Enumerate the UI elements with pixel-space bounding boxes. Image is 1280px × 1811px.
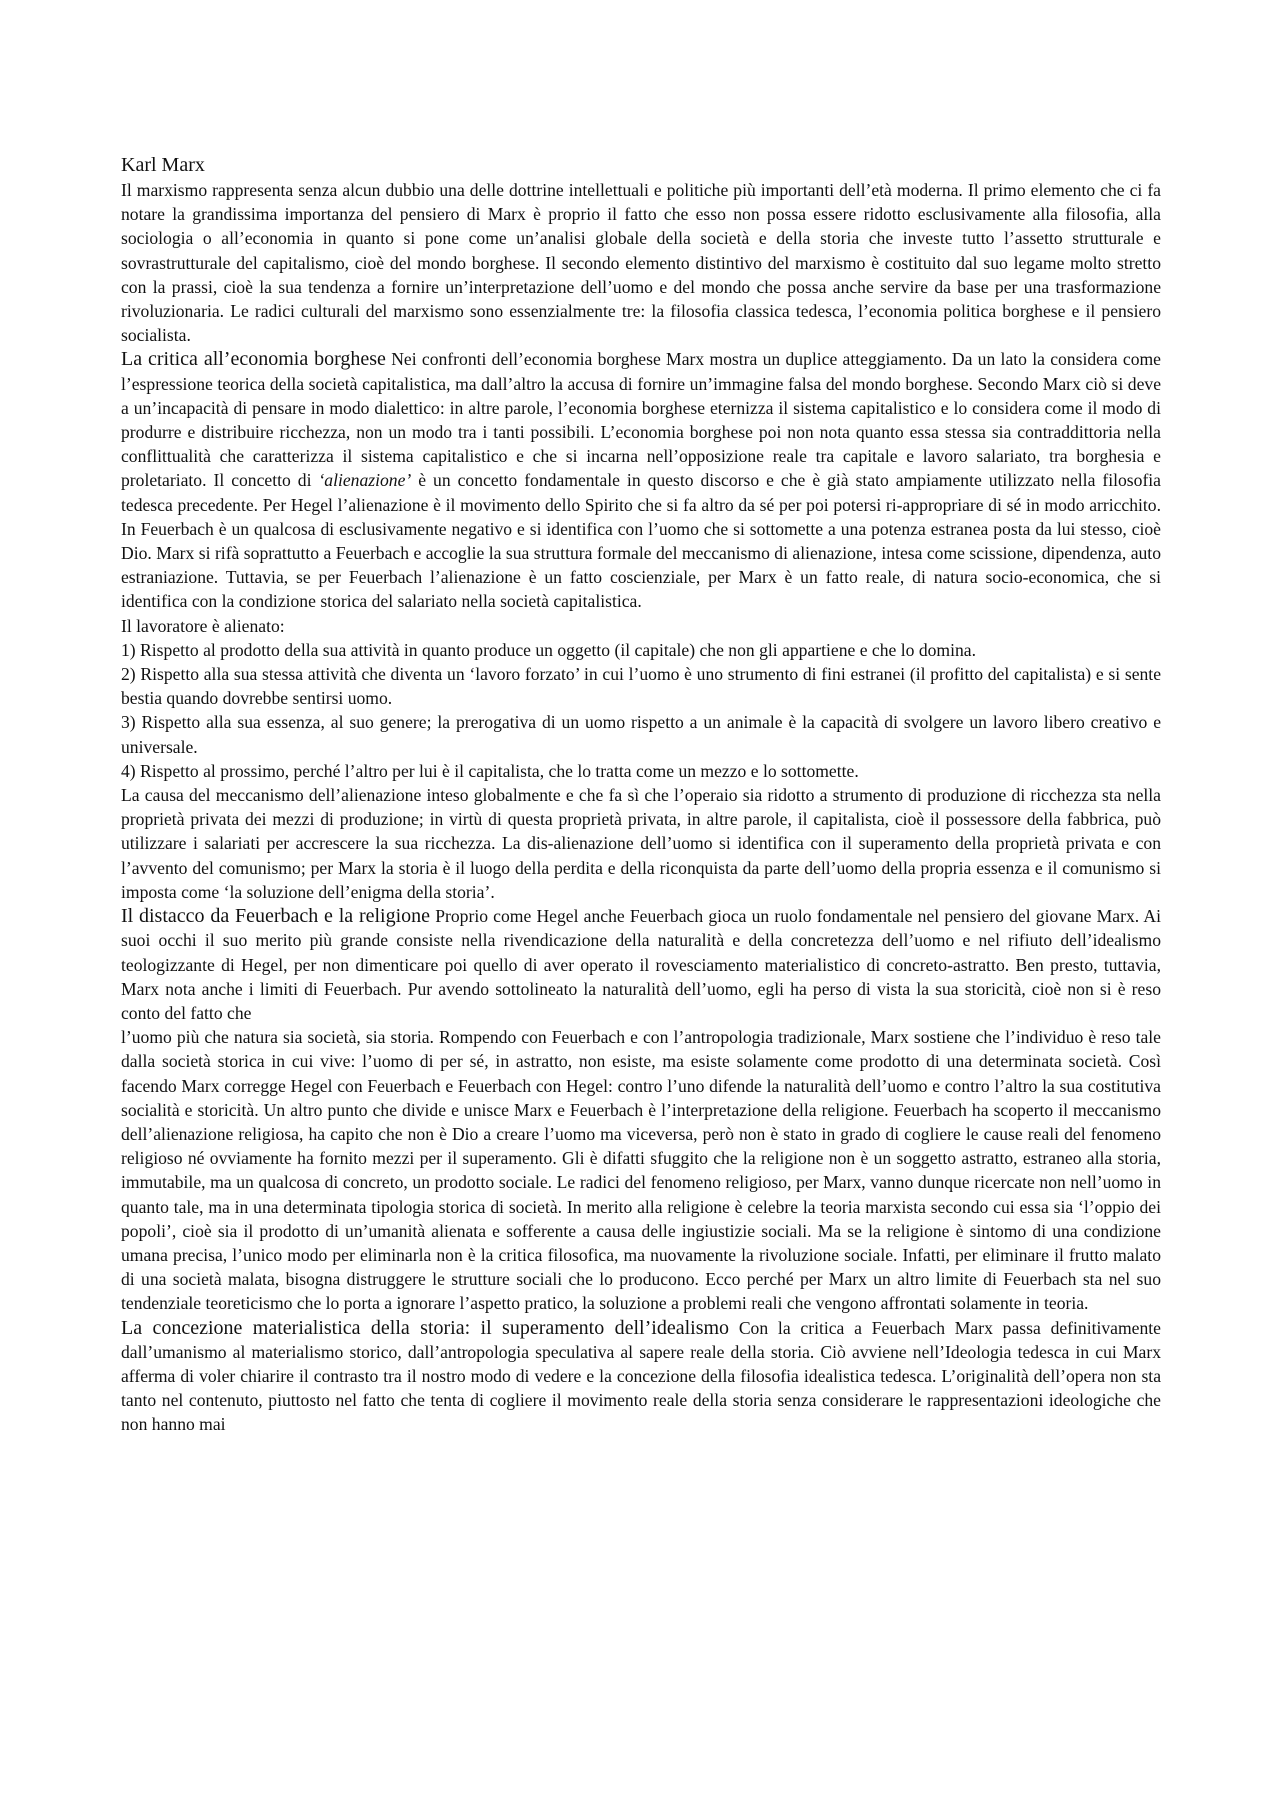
document-page: [121, 152, 1161, 1437]
intro-paragraph: Il marxismo rappresenta senza alcun dubbio una delle dottrine intellettuali e politiche più importanti dell’età moderna. Il primo elemento che ci fa notare la grandissima importanza del pensiero di Marx è proprio il fatto che esso non possa essere ridotto esclusivamente alla filosofia, alla sociologia o all’economia in quanto si pone come un’analisi globale della società e della storia che investe tutto l’assetto strutturale e sovrastrutturale del capitalismo, cioè del mondo borghese. Il secondo elemento distintivo del marxismo è costituito dal suo legame molto stretto con la prassi, cioè la sua tendenza a fornire un’interpretazione dell’uomo e del mondo che possa anche servire da base per una trasformazione rivoluzionaria. Le radici culturali del marxismo sono essenzialmente tre: la filosofia classica tedesca, l’economia politica borghese e il pensiero socialista.: [121, 180, 1161, 346]
section-heading-feuerbach: Il distacco da Feuerbach e la religione: [121, 905, 431, 928]
alienated-intro: Il lavoratore è alienato:: [121, 615, 285, 636]
alienated-item-3: 3) Rispetto alla sua essenza, al suo genere; la prerogativa di un uomo rispetto a un animale è la capacità di svolgere un lavoro libero creativo e universale.: [121, 712, 1161, 757]
section-economia-paragraph: [121, 347, 1161, 613]
section-heading-economia: La critica all’economia borghese: [121, 348, 386, 371]
cause-paragraph: La causa del meccanismo dell’alienazione inteso globalmente e che fa sì che l’operaio sia ridotto a strumento di produzione di ricchezza sta nella proprietà privata dei mezzi di produzione; in virtù di questa proprietà privata, in altre parole, il capitalista, cioè il possessore della fabbrica, può utilizzare i salariati per accrescere la sua ricchezza. La dis-alienazione dell’uomo si identifica con il superamento della proprietà privata e con l’avvento del comunismo; per Marx la storia è il luogo della perdita e della riconquista da parte dell’uomo della propria essenza e il comunismo si imposta come ‘la soluzione dell’enigma della storia’.: [121, 785, 1161, 902]
section-materialismo-text: Con la critica a Feuerbach Marx passa definitivamente dall’umanismo al materialismo storico, dall’antropologia speculativa al sapere reale della storia. Ciò avviene nell’Ideologia tedesca in cui Marx afferma di voler chiarire il contrasto tra il nostro modo di vedere e la concezione della filosofia idealistica tedesca. L’originalità dell’opera non sta tanto nel contenuto, piuttosto nel fatto che tenta di cogliere il movimento reale della storia senza considerare le rappresentazioni ideologiche che non hanno mai: [121, 1317, 1161, 1435]
section-economia-text-b: è un concetto fondamentale in questo discorso e che è già stato ampiamente utilizzato nella filosofia tedesca precedente. Per Hegel l’alienazione è il movimento dello Spirito che si fa altro da sé per poi potersi ri-appropriare di sé in modo arricchito. In Feuerbach è un qualcosa di esclusivamente negativo e si identifica con l’uomo che si sottomette a una potenza estranea posta da lui stesso, cioè Dio. Marx si rifà soprattutto a Feuerbach e accoglie la sua struttura formale del meccanismo di alienazione, intesa come scissione, dipendenza, auto estraniazione. Tuttavia, se per Feuerbach l’alienazione è un fatto coscienziale, per Marx è un fatto reale, di natura socio-economica, che si identifica con la condizione storica del salariato nella società capitalistica.: [121, 470, 1161, 612]
section-economia-text-a: Nei confronti dell’economia borghese Marx mostra un duplice atteggiamento. Da un lato la considera come l’espressione teorica della società capitalistica, ma dall’altro la accusa di fornire un’immagine falsa del mondo borghese. Secondo Marx ciò si deve a un’incapacità di pensare in modo dialettico: in altre parole, l’economia borghese eternizza il sistema capitalistico e lo considera come il modo di produrre e distribuire ricchezza, non un modo tra i tanti possibili. L’economia borghese poi non nota quanto essa stessa sia contraddittoria nella conflittualità che caratterizza il sistema capitalistico e che si incarna nell’opposizione reale tra capitale e lavoro salariato, tra borghesia e proletariato. Il concetto di: [121, 349, 1161, 491]
alienazione-term: ‘alienazione’: [318, 470, 412, 491]
section-heading-materialismo: La concezione materialistica della storia: il superamento dell’idealismo: [121, 1316, 730, 1339]
alienated-item-1: 1) Rispetto al prodotto della sua attività in quanto produce un oggetto (il capitale) che non gli appartiene e che lo domina.: [121, 639, 976, 660]
section-feuerbach-continued: l’uomo più che natura sia società, sia storia. Rompendo con Feuerbach e con l’antropologia tradizionale, Marx sostiene che l’individuo è reso tale dalla società storica in cui vive: l’uomo di per sé, in astratto, non esiste, ma esiste solamente come prodotto di una determinata società. Così facendo Marx corregge Hegel con Feuerbach e Feuerbach con Hegel: contro l’uno difende la naturalità dell’uomo e contro l’altro la sua costitutiva socialità e storicità. Un altro punto che divide e unisce Marx e Feuerbach è l’interpretazione della religione. Feuerbach ha scoperto il meccanismo dell’alienazione religiosa, ha capito che non è Dio a creare l’uomo ma viceversa, però non è stato in grado di cogliere le cause reali del fenomeno religioso né ovviamente ha fornito mezzi per il superamento. Gli è difatti sfuggito che la religione non è un soggetto astratto, estraneo alla storia, immutabile, ma un qualcosa di concreto, un prodotto sociale. Le radici del fenomeno religioso, per Marx, vanno dunque ricercate non nell’uomo in quanto tale, ma in una determinata tipologia storica di società. In merito alla religione è celebre la teoria marxista secondo cui essa sia ‘l’oppio dei popoli’, cioè sia il prodotto di un’umanità alienata e sofferente a causa delle ingiustizie sociali. Ma se la religione è sintomo di una condizione umana precisa, l’unico modo per eliminarla non è la critica filosofica, ma nuovamente la rivoluzione sociale. Infatti, per eliminare il frutto malato di una società malata, bisogna distruggere le strutture sociali che lo producono. Ecco perché per Marx un altro limite di Feuerbach sta nel suo tendenziale teoreticismo che lo porta a ignorare l’aspetto pratico, la soluzione a problemi reali che vengono affrontati solamente in teoria.: [121, 1027, 1161, 1314]
alienated-item-4: 4) Rispetto al prossimo, perché l’altro per lui è il capitalista, che lo tratta come un mezzo e lo sottomette.: [121, 760, 859, 781]
alienated-item-2: 2) Rispetto alla sua stessa attività che diventa un ‘lavoro forzato’ in cui l’uomo è uno strumento di fini estranei (il profitto del capitalista) e si sente bestia quando dovrebbe sentirsi uomo.: [121, 664, 1161, 709]
section-feuerbach-paragraph: [121, 904, 1161, 1025]
section-feuerbach-text-a: Proprio come Hegel anche Feuerbach gioca un ruolo fondamentale nel pensiero del giovane Marx. Ai suoi occhi il suo merito più grande consiste nella rivendicazione della naturalità e della concretezza dell’uomo e nel rifiuto dell’idealismo teologizzante di Hegel, per non dimenticare poi quello di aver operato il rovesciamento materialistico di concreto-astratto. Ben presto, tuttavia, Marx nota anche i limiti di Feuerbach. Pur avendo sottolineato la naturalità dell’uomo, egli ha perso di vista la sua storicità, cioè non si è reso conto del fatto che: [121, 906, 1161, 1023]
document-title: Karl Marx: [121, 154, 205, 176]
section-materialismo-paragraph: [121, 1316, 1161, 1437]
